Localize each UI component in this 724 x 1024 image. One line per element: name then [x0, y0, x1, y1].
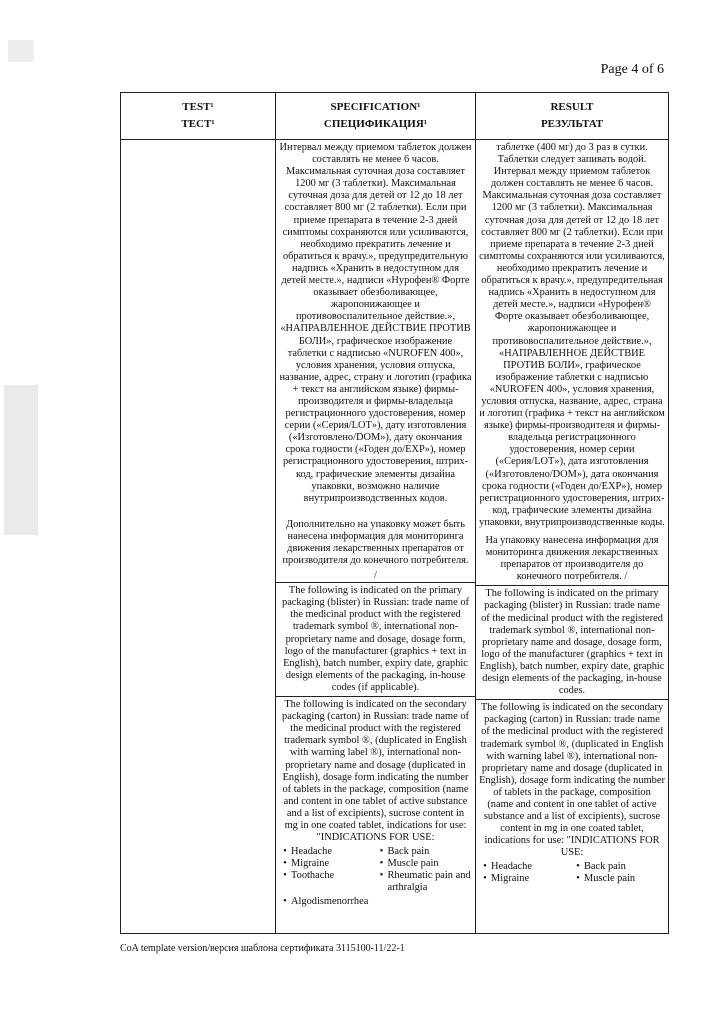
template-version-footer: CoA template version/версия шаблона сертификата 3115100-11/22-1 — [120, 943, 405, 954]
result-indications-list — [476, 861, 668, 887]
bullet-icon: • — [576, 861, 580, 873]
list-item: • Headache • Back pain — [479, 861, 665, 873]
spec-slash: / — [374, 570, 377, 582]
bullet-icon: • — [576, 873, 580, 885]
table-row — [121, 140, 669, 934]
header-spec-ru: СПЕЦИФИКАЦИЯ¹ — [323, 118, 428, 130]
bullet-icon: • — [379, 858, 384, 870]
result-primary-packaging: The following is indicated on the primary packaging (blister) in Russian: trade name of the medicinal product with the registered trademark symbol ®, international non-proprietary name and dosage, dosage form, logo of the manufacturer (graphics + text in English), batch number, expiry date, graphic design elements of the packaging, in-house codes. — [476, 585, 668, 699]
spec-russian-note: Дополнительно на упаковку может быть нанесена информация для мониторинга движения лекарственных препаратов от производителя до конечного потребителя. — [282, 518, 469, 567]
specification-table — [120, 92, 669, 934]
page-number: Page 4 of 6 — [600, 62, 664, 77]
specification-cell — [276, 140, 476, 934]
header-spec-en: SPECIFICATION¹ — [330, 101, 421, 113]
header-test-en: TEST¹ — [182, 101, 214, 113]
list-item: • Migraine • Muscle pain — [479, 873, 665, 885]
bullet-icon: • — [283, 896, 287, 908]
header-result — [476, 93, 669, 140]
spec-russian-text: Интервал между приемом таблеток должен составлять не менее 6 часов. Максимальная суточная доза составляет 1200 мг (3 таблетки). Максимальная суточная доза для детей от 12 до 18 лет составляет 800 мг (2 таблетки). Если при приеме препарата в течение 2-3 дней симптомы сохраняются или усиливаются, необходимо прекратить лечение и обратиться к врачу.», предупредительную надпись «Хранить в недоступном для детей месте.», надписи «Нурофен® Форте оказывает обезболивающее, жаропонижающее и противовоспалительное действие.», «НАПРАВЛЕННОЕ ДЕЙСТВИЕ ПРОТИВ БОЛИ», графическое изображение таблетки с надписью «NUROFEN 400», условия хранения, условия отпуска, название, адрес, страну и логотип (графика + текст на английском языке) фирмы-производителя и фирмы-владельца регистрационного удостоверения, номер серии («Серия/LOT»), дату изготовления («Изготовлено/DOM»), дату окончания срока годности («Годен до/EXP»), номер регистрационного удостоверения, штрих-код, графические элементы дизайна упаковки, возможно наличие внутрипроизводственных кодов. — [279, 142, 472, 504]
bullet-icon: • — [283, 858, 287, 870]
header-specification — [276, 93, 476, 140]
list-item: • Algodismenorrhea — [279, 896, 472, 908]
spec-indications-list — [276, 846, 475, 910]
bullet-icon: • — [483, 873, 487, 885]
spec-secondary-packaging: The following is indicated on the secondary packaging (carton) in Russian: trade name of the medicinal product with the registered trademark symbol ®, (duplicated in English with warning label ®), international non-proprietary name and dosage (duplicated in English), dosage form indicating the number of tablets in the package, composition (name and content in one tablet of active substance and a list of excipients), sucrose content in mg in one coated tablet, indications for use: "INDICATIONS FOR USE: — [276, 696, 475, 846]
result-russian-note: На упаковку нанесена информация для мониторинга движения лекарственных препаратов от производителя до конечного потребителя. / — [485, 535, 659, 583]
header-test-ru: ТЕСТ¹ — [181, 118, 215, 130]
result-russian-text: таблетке (400 мг) до 3 раз в сутки. Таблетки следует запивать водой. Интервал между приемом таблеток должен составлять не менее 6 часов. Максимальная суточная доза составляет 1200 мг (3 таблетки). Максимальная суточная доза для детей от 12 до 18 лет составляет 800 мг (2 таблетки). Если при приеме препарата в течение 2-3 дней симптомы сохраняются или усиливаются, необходимо прекратить лечение и обратиться к врачу.», предупредительная надпись «Хранить в недоступном для детей месте.», надписи «Нурофен® Форте оказывает обезболивающее, жаропонижающее и противовоспалительное действие.», «НАПРАВЛЕННОЕ ДЕЙСТВИЕ ПРОТИВ БОЛИ», графическое изображение таблетки с надписью «NUROFEN 400», условия хранения, условия отпуска, название, адрес, страна и логотип (графика + текст на английском языке) фирмы-производителя и фирмы-владельца регистрационного удостоверения, номер серии («Серия/LOT»), дата изготовления («Изготовлено/DOM»), дата окончания срока годности («Годен до/EXP»), номер регистрационного удостоверения, штрих-код, графические элементы дизайна упаковки, внутрипроизводственные коды. — [479, 142, 665, 528]
scan-artifact — [8, 40, 34, 62]
list-item: • Toothache • Rheumatic pain and arthralgia — [279, 870, 472, 894]
list-item: • Headache • Back pain — [279, 846, 472, 858]
test-cell — [121, 140, 276, 934]
scan-artifact — [4, 385, 38, 535]
table-header-row — [121, 93, 669, 140]
header-result-ru: РЕЗУЛЬТАТ — [540, 118, 604, 130]
spec-primary-packaging: The following is indicated on the primary packaging (blister) in Russian: trade name of the medicinal product with the registered trademark symbol ®, international non-proprietary name and dosage, dosage form, logo of the manufacturer (graphics + text in English), batch number, expiry date, graphic design elements of the packaging, in-house codes (if applicable). — [276, 582, 475, 696]
bullet-icon: • — [483, 861, 487, 873]
bullet-icon: • — [283, 846, 287, 858]
list-item: • Migraine • Muscle pain — [279, 858, 472, 870]
bullet-icon: • — [379, 870, 384, 882]
result-secondary-packaging: The following is indicated on the secondary packaging (carton) in Russian: trade name of the medicinal product with the registered trademark symbol ®, (duplicated in English with warning label ®), international non-proprietary name and dosage (duplicated in English), dosage form indicating the number of tablets in the package, composition (name and content in one tablet of active substance and a list of excipients), sucrose content in mg in one coated tablet, indications for use: "INDICATIONS FOR USE: — [476, 699, 668, 861]
bullet-icon: • — [379, 846, 384, 858]
result-cell — [476, 140, 669, 934]
header-test — [121, 93, 276, 140]
header-result-en: RESULT — [550, 101, 594, 113]
bullet-icon: • — [283, 870, 287, 882]
